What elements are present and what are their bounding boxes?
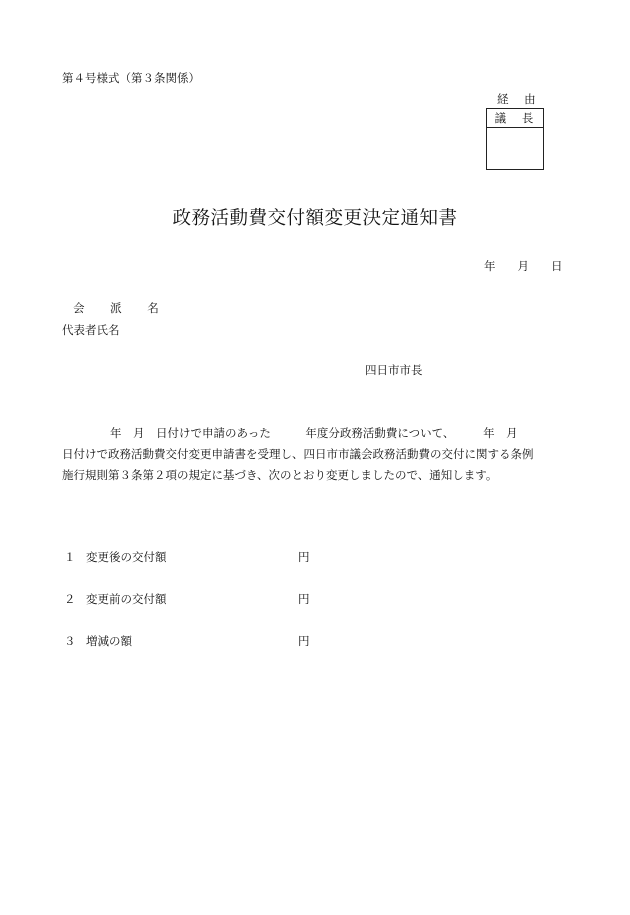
body-text-line-1: 年 月 日付けで申請のあった 年度分政務活動費について、 年 月 xyxy=(110,426,518,440)
item-label-difference: 増減の額 xyxy=(86,634,132,648)
item-label-amount-before: 変更前の交付額 xyxy=(86,592,167,606)
item-unit-yen: 円 xyxy=(298,592,310,606)
body-text-line-2: 日付けで政務活動費交付変更申請書を受理し、四日市市議会政務活動費の交付に関する条例 xyxy=(62,447,534,461)
item-number: ２ xyxy=(64,592,76,606)
item-unit-yen: 円 xyxy=(298,550,310,564)
faction-name-label: 会 派 名 xyxy=(73,301,170,315)
form-number: 第４号様式（第３条関係） xyxy=(62,71,200,85)
date-month: 月 xyxy=(517,259,529,273)
chairman-label: 議 長 xyxy=(487,109,543,128)
approval-seal-box xyxy=(486,108,544,170)
body-text-line-3: 施行規則第３条第２項の規定に基づき、次のとおり変更しましたので、通知します。 xyxy=(62,468,498,482)
date-day: 日 xyxy=(551,259,563,273)
item-unit-yen: 円 xyxy=(298,634,310,648)
item-label-amount-after: 変更後の交付額 xyxy=(86,550,167,564)
document-title: 政務活動費交付額変更決定通知書 xyxy=(172,208,458,229)
item-number: １ xyxy=(64,550,76,564)
issuer-mayor: 四日市市長 xyxy=(365,363,423,377)
representative-name-label: 代表者氏名 xyxy=(62,323,120,337)
via-label: 経 由 xyxy=(497,92,542,106)
item-number: ３ xyxy=(64,634,76,648)
date-line xyxy=(484,258,563,274)
date-year: 年 xyxy=(484,259,496,273)
